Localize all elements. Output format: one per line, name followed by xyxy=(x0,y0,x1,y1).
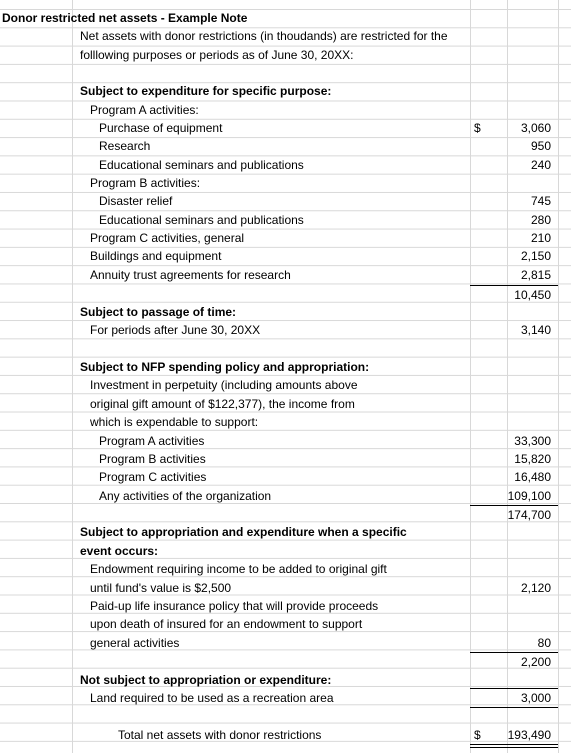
table-row xyxy=(0,615,571,633)
row-label: until fund's value is $2,500 xyxy=(90,581,232,595)
table-row xyxy=(0,156,571,174)
total-double-rule xyxy=(470,744,558,748)
row-label: Annuity trust agreements for research xyxy=(90,268,291,282)
table-row xyxy=(0,101,571,119)
row-amount: 2,150 xyxy=(520,249,551,263)
subtotal-row xyxy=(0,653,571,671)
row-amount: 109,100 xyxy=(507,489,551,503)
row-amount: 80 xyxy=(537,636,551,650)
description-row xyxy=(0,413,571,431)
intro-row xyxy=(0,27,571,45)
table-row xyxy=(0,689,571,707)
row-label: Educational seminars and publications xyxy=(99,213,304,227)
subtotal-amount: 10,450 xyxy=(514,288,551,302)
section-heading: Not subject to appropriation or expenditure: xyxy=(80,673,332,687)
row-amount: 15,820 xyxy=(514,452,551,466)
row-label: Program A activities: xyxy=(90,103,199,117)
table-row xyxy=(0,119,571,137)
total-row xyxy=(0,726,571,744)
row-label: Research xyxy=(99,139,151,153)
note-title: Donor restricted net assets - Example Note xyxy=(2,11,248,25)
row-label: Program B activities xyxy=(99,452,206,466)
table-row xyxy=(0,211,571,229)
currency-symbol: $ xyxy=(474,121,481,135)
table-row xyxy=(0,229,571,247)
intro-line: Net assets with donor restrictions (in thoudands) are restricted for the xyxy=(80,29,448,43)
row-amount: 3,140 xyxy=(520,323,551,337)
row-label: Program C activities xyxy=(99,470,207,484)
table-row xyxy=(0,560,571,578)
row-amount: 240 xyxy=(530,158,551,172)
description-line: which is expendable to support: xyxy=(90,415,259,429)
table-row xyxy=(0,450,571,468)
row-amount: 16,480 xyxy=(514,470,551,484)
section-heading: event occurs: xyxy=(80,544,159,558)
total-amount: 193,490 xyxy=(507,728,551,742)
row-amount: 210 xyxy=(530,231,551,245)
row-amount: 280 xyxy=(530,213,551,227)
intro-line: folllowing purposes or periods as of June 30, 20XX: xyxy=(80,48,354,62)
table-row xyxy=(0,137,571,155)
row-amount: 2,815 xyxy=(520,268,551,282)
row-amount: 950 xyxy=(530,139,551,153)
section-heading-row xyxy=(0,523,571,541)
row-label: Disaster relief xyxy=(99,194,173,208)
row-label: Land required to be used as a recreation area xyxy=(90,691,334,705)
row-label: general activities xyxy=(90,636,180,650)
section-heading-row xyxy=(0,671,571,689)
intro-row xyxy=(0,46,571,64)
table-row xyxy=(0,432,571,450)
total-label: Total net assets with donor restrictions xyxy=(118,728,322,742)
row-label: Educational seminars and publications xyxy=(99,158,304,172)
subtotal-amount: 174,700 xyxy=(507,508,551,522)
table-row xyxy=(0,468,571,486)
row-label: Any activities of the organization xyxy=(99,489,272,503)
section-heading-row xyxy=(0,82,571,100)
table-row xyxy=(0,321,571,339)
subtotal-row xyxy=(0,506,571,524)
section-heading: Subject to expenditure for specific purpose: xyxy=(80,84,332,98)
row-amount: 745 xyxy=(530,194,551,208)
table-row xyxy=(0,174,571,192)
table-row xyxy=(0,579,571,597)
row-label: Purchase of equipment xyxy=(99,121,223,135)
row-amount: 3,000 xyxy=(520,691,551,705)
row-label: For periods after June 30, 20XX xyxy=(90,323,261,337)
row-amount: 33,300 xyxy=(514,434,551,448)
table-row xyxy=(0,192,571,210)
subtotal-rule xyxy=(470,707,558,708)
row-amount: 3,060 xyxy=(520,121,551,135)
note-title-row xyxy=(0,9,571,27)
description-line: Investment in perpetuity (including amounts above xyxy=(90,378,358,392)
section-heading: Subject to passage of time: xyxy=(80,305,237,319)
row-label: upon death of insured for an endowment to support xyxy=(90,617,363,631)
description-row xyxy=(0,376,571,394)
table-row xyxy=(0,634,571,652)
row-label: Buildings and equipment xyxy=(90,249,222,263)
row-label: Program A activities xyxy=(99,434,205,448)
table-row xyxy=(0,247,571,265)
table-row xyxy=(0,487,571,505)
row-amount: 2,120 xyxy=(520,581,551,595)
section-heading-row xyxy=(0,303,571,321)
row-label: Endowment requiring income to be added to original gift xyxy=(90,562,387,576)
table-row xyxy=(0,597,571,615)
subtotal-row xyxy=(0,286,571,304)
currency-symbol: $ xyxy=(474,728,481,742)
section-heading-row xyxy=(0,358,571,376)
row-label: Program C activities, general xyxy=(90,231,245,245)
section-heading: Subject to appropriation and expenditure when a specific xyxy=(80,525,407,539)
section-heading-row xyxy=(0,542,571,560)
row-label: Program B activities: xyxy=(90,176,201,190)
table-row xyxy=(0,266,571,284)
section-heading: Subject to NFP spending policy and appropriation: xyxy=(80,360,370,374)
subtotal-amount: 2,200 xyxy=(520,655,551,669)
description-row xyxy=(0,395,571,413)
description-line: original gift amount of $122,377), the income from xyxy=(90,397,355,411)
row-label: Paid-up life insurance policy that will provide proceeds xyxy=(90,599,379,613)
